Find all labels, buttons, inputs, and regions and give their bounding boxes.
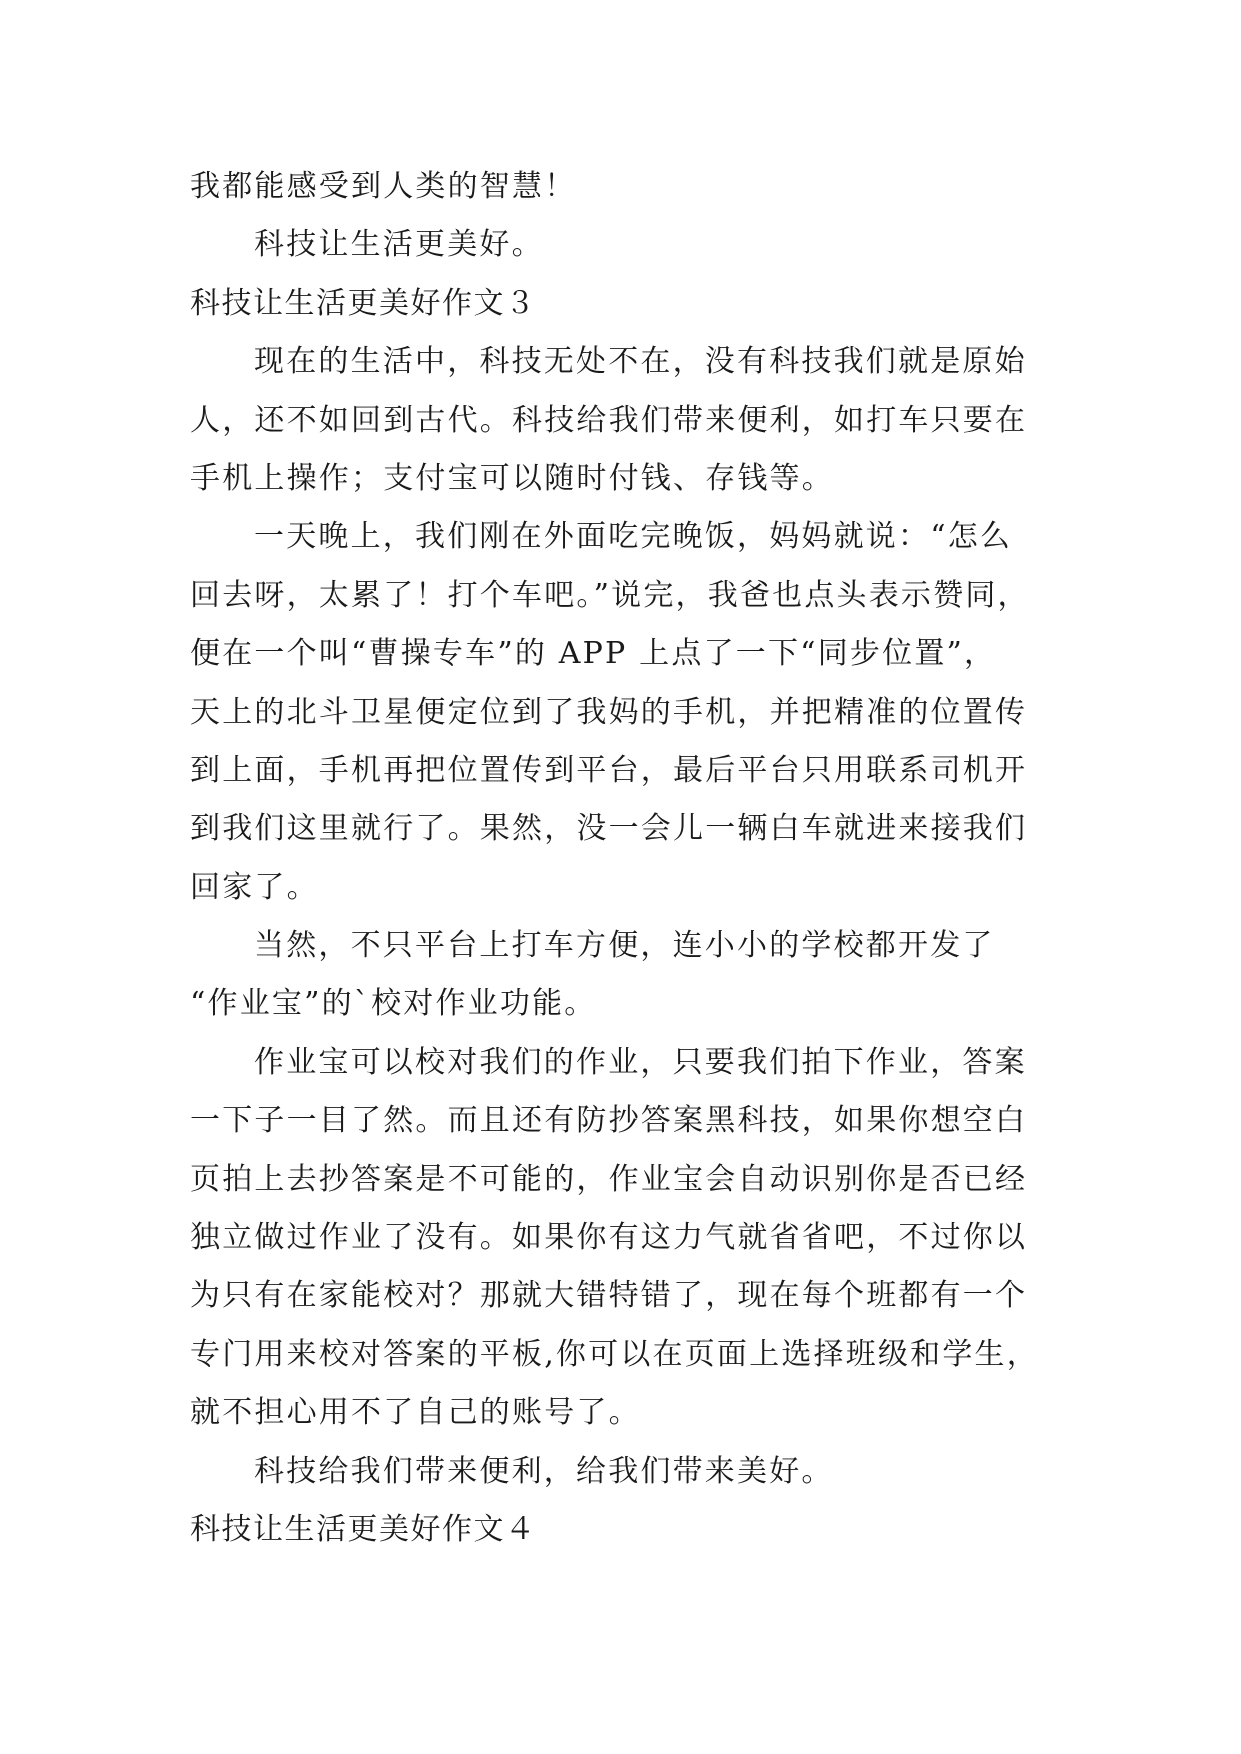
text-line: 我都能感受到人类的智慧！ [190, 169, 577, 204]
text-line: 手机上操作；支付宝可以随时付钱、存钱等。 [190, 460, 834, 496]
text-line: 就不担心用不了自己的账号了。 [190, 1395, 641, 1431]
text-line: 人，还不如回到古代。科技给我们带来便利，如打车只要在 [190, 402, 1028, 438]
text-line: 到我们这里就行了。果然，没一会儿一辆白车就进来接我们 [190, 811, 1028, 847]
text-line: 科技给我们带来便利，给我们带来美好。 [254, 1453, 834, 1489]
text-line: 为只有在家能校对？那就大错特错了，现在每个班都有一个 [190, 1278, 1028, 1314]
text-line: 回去呀，太累了！打个车吧。”说完，我爸也点头表示赞同， [190, 577, 1030, 613]
section-heading: 科技让生活更美好作文３ [190, 285, 537, 321]
text-line: 天上的北斗卫星便定位到了我妈的手机，并把精准的位置传 [190, 694, 1028, 730]
text-line: 一天晚上，我们刚在外面吃完晚饭，妈妈就说：“怎么 [254, 519, 1013, 555]
text-line: 页拍上去抄答案是不可能的，作业宝会自动识别你是否已经 [190, 1161, 1028, 1197]
document-body [190, 158, 1070, 1559]
text-line: 专门用来校对答案的平板,你可以在页面上选择班级和学生， [190, 1336, 1039, 1372]
text-line: 独立做过作业了没有。如果你有这力气就省省吧，不过你以 [190, 1220, 1028, 1256]
text-line: 现在的生活中，科技无处不在，没有科技我们就是原始 [254, 344, 1027, 380]
text-line: 便在一个叫“曹操专车”的 APP 上点了一下“同步位置”， [190, 636, 997, 672]
text-line: 当然，不只平台上打车方便，连小小的学校都开发了 [254, 928, 995, 964]
text-line: 回家了。 [190, 869, 319, 905]
text-line: 科技让生活更美好。 [254, 227, 544, 263]
text-line: 作业宝可以校对我们的作业，只要我们拍下作业，答案 [254, 1044, 1027, 1080]
section-heading: 科技让生活更美好作文４ [190, 1511, 537, 1547]
text-line: “作业宝”的`校对作业功能。 [190, 986, 597, 1022]
text-line: 到上面，手机再把位置传到平台，最后平台只用联系司机开 [190, 752, 1028, 788]
text-line: 一下子一目了然。而且还有防抄答案黑科技，如果你想空白 [190, 1103, 1028, 1139]
